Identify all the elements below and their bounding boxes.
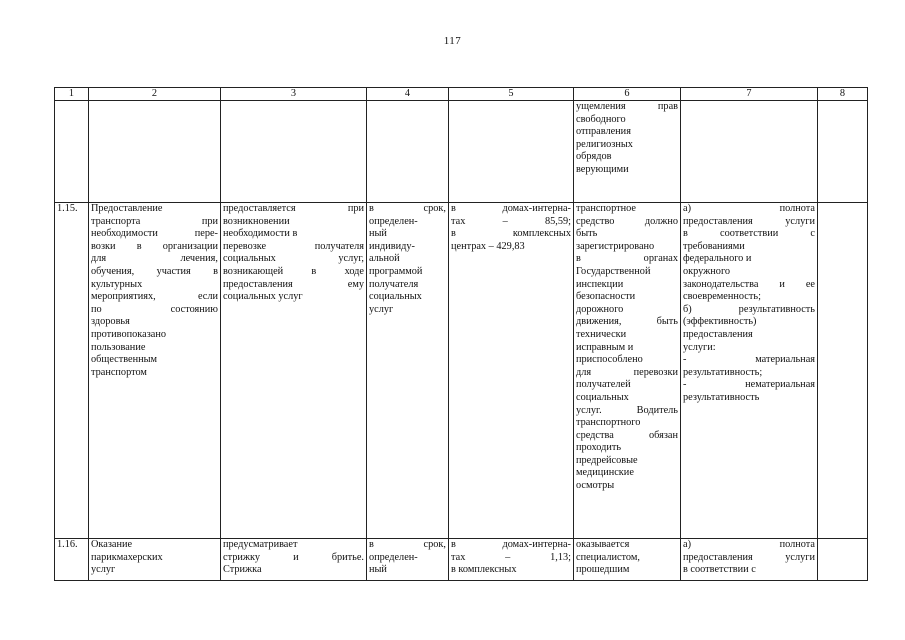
cell-text-line: безопасности [576, 291, 636, 303]
cell-text-line: б) результативность [683, 303, 815, 315]
cell-text-line: федерального и [683, 253, 752, 265]
table-cell [818, 203, 868, 539]
cell-text-line: предоставления услуги [683, 215, 815, 227]
table-header-row [55, 88, 868, 101]
header-cell: 8 [818, 88, 868, 101]
header-cell: 5 [449, 88, 574, 101]
cell-text-line: возникающей в ходе [223, 265, 364, 277]
cell-text-line: общественным [91, 354, 158, 366]
cell-text-line: окружного [683, 265, 731, 277]
cell-text-line: для лечения, [91, 253, 218, 265]
cell-text-line: прошедшим [576, 564, 630, 576]
table-cell [574, 539, 681, 581]
cell-text-line: специалистом, [576, 551, 640, 563]
cell-text-line: инспекции [576, 278, 624, 290]
table-cell [89, 539, 221, 581]
cell-text-line: транспортного [576, 417, 641, 429]
cell-text-line: оказывается [576, 539, 630, 550]
cell-text-line: в соответствии с [683, 228, 815, 240]
table-cell [681, 539, 818, 581]
cell-text-line: предоставления ему [223, 278, 364, 290]
header-cell: 7 [681, 88, 818, 101]
cell-text-line: транспортом [91, 366, 147, 378]
cell-text-line: религиозных [576, 138, 633, 150]
cell-text-line: обучения, участия в [91, 265, 218, 277]
cell-text-line: транспорта при [91, 215, 218, 227]
cell-text-line: стрижку и бритье. [223, 551, 364, 563]
table-row [55, 539, 868, 581]
cell-text-line: необходимости в [223, 228, 298, 240]
table-cell [221, 203, 367, 539]
cell-text-line: услуги: [683, 341, 716, 353]
cell-text-line: транспортное [576, 203, 636, 214]
cell-text-line: получателя [369, 278, 419, 290]
page-number: 117 [443, 35, 462, 47]
cell-text-line: верующими [576, 163, 629, 175]
cell-text-line: возникновении [223, 215, 290, 227]
table-cell [367, 539, 449, 581]
cell-text-line: а) полнота [683, 203, 815, 214]
table-cell [681, 101, 818, 203]
cell-text-line: возки в организации [91, 240, 218, 252]
cell-text-line: (эффективность) [683, 316, 757, 328]
cell-text-line: - нематериальная [683, 379, 815, 391]
cell-text-line: получателей [576, 379, 631, 391]
table-cell [221, 101, 367, 203]
cell-text-line: в органах [576, 253, 678, 265]
cell-text-line: законодательства и ее [683, 278, 815, 290]
table-cell [449, 101, 574, 203]
cell-text-line: в соответствии с [683, 564, 756, 576]
cell-text-line: мероприятиях, если [91, 291, 218, 303]
cell-text-line: Предоставление [91, 203, 163, 214]
cell-text-line: определен- [369, 215, 418, 227]
cell-text-line: средство должно [576, 215, 678, 227]
cell-text-line: предусматривает [223, 539, 298, 550]
cell-text-line: услуг. Водитель [576, 404, 678, 416]
cell-text-line: ный [369, 564, 387, 576]
cell-text-line: осмотры [576, 480, 615, 492]
cell-text-line: индивиду- [369, 240, 415, 252]
table-row [55, 101, 868, 203]
cell-text-line: Стрижка [223, 564, 262, 576]
cell-text-line: исправным и [576, 341, 634, 353]
cell-text-line: движения, быть [576, 316, 678, 328]
cell-text-line: услуг [369, 303, 394, 315]
table-cell [449, 203, 574, 539]
cell-text-line: требованиями [683, 240, 745, 252]
cell-text-line: социальных услуг [223, 291, 303, 303]
services-table [54, 87, 868, 581]
table-cell [221, 539, 367, 581]
cell-text-line: а) полнота [683, 539, 815, 550]
cell-text-line: культурных [91, 278, 143, 290]
cell-text-line: технически [576, 328, 627, 340]
cell-text-line: в комплексных [451, 228, 571, 240]
cell-text-line: предрейсовые [576, 454, 638, 466]
cell-text-line: ный [369, 228, 387, 240]
cell-text-line: Государственной [576, 265, 651, 277]
header-cell: 4 [367, 88, 449, 101]
table-cell [89, 101, 221, 203]
cell-text-line: результативность; [683, 366, 763, 378]
table-cell [367, 203, 449, 539]
header-cell: 3 [221, 88, 367, 101]
cell-text-line: пользование [91, 341, 146, 353]
cell-text-line: социальных услуг, [223, 253, 364, 265]
cell-text-line: парикмахерских [91, 551, 163, 563]
header-cell: 6 [574, 88, 681, 101]
header-cell: 2 [89, 88, 221, 101]
cell-text-line: в срок, [369, 203, 446, 214]
cell-text-line: зарегистрировано [576, 240, 655, 252]
table-cell [55, 539, 89, 581]
cell-text-line: тах – 1,13; [451, 551, 571, 563]
table-cell [818, 539, 868, 581]
cell-text-line: определен- [369, 551, 418, 563]
cell-text-line: в домах-интерна- [451, 203, 571, 214]
table-cell [681, 203, 818, 539]
table-cell [89, 203, 221, 539]
cell-text-line: услуг [91, 564, 116, 576]
table-cell [449, 539, 574, 581]
cell-text-line: свободного [576, 113, 626, 125]
cell-text-line: социальных [369, 291, 422, 303]
cell-text-line: тах – 85,59; [451, 215, 571, 227]
cell-text-line: медицинские [576, 467, 634, 479]
cell-text-line: предоставления [683, 328, 753, 340]
cell-text-line: перевозке получателя [223, 240, 364, 252]
cell-text-line: центрах – 429,83 [451, 240, 525, 252]
cell-text-line: социальных [576, 391, 629, 403]
cell-text-line: по состоянию [91, 303, 218, 315]
cell-text-line: обрядов [576, 151, 612, 163]
cell-text-line: дорожного [576, 303, 624, 315]
table-cell [367, 101, 449, 203]
table-cell [55, 203, 89, 539]
cell-text-line: проходить [576, 442, 622, 454]
cell-text-line: быть [576, 228, 598, 240]
cell-text-line: предоставляется при [223, 203, 364, 214]
cell-text-line: отправления [576, 126, 631, 138]
cell-text-line: противопоказано [91, 328, 166, 340]
header-cell: 1 [55, 88, 89, 101]
cell-text-line: приспособлено [576, 354, 643, 366]
table-row [55, 203, 868, 539]
table-cell [574, 203, 681, 539]
cell-text-line: в домах-интерна- [451, 539, 571, 550]
cell-text-line: своевременность; [683, 291, 761, 303]
cell-text-line: здоровья [91, 316, 130, 328]
cell-text-line: для перевозки [576, 366, 678, 378]
cell-text-line: в срок, [369, 539, 446, 550]
cell-text-line: в комплексных [451, 564, 517, 576]
table-cell [818, 101, 868, 203]
cell-text-line: программой [369, 265, 423, 277]
table-cell [55, 101, 89, 203]
cell-text-line: средства обязан [576, 429, 678, 441]
cell-text-line: 1.15. [57, 203, 78, 214]
cell-text-line: 1.16. [57, 539, 78, 550]
cell-text-line: Оказание [91, 539, 133, 550]
table-cell [574, 101, 681, 203]
cell-text-line: результативность [683, 391, 760, 403]
cell-text-line: альной [369, 253, 400, 265]
cell-text-line: необходимости пере- [91, 228, 218, 240]
cell-text-line: предоставления услуги [683, 551, 815, 563]
cell-text-line: - материальная [683, 354, 815, 366]
cell-text-line: ущемления прав [576, 101, 678, 112]
